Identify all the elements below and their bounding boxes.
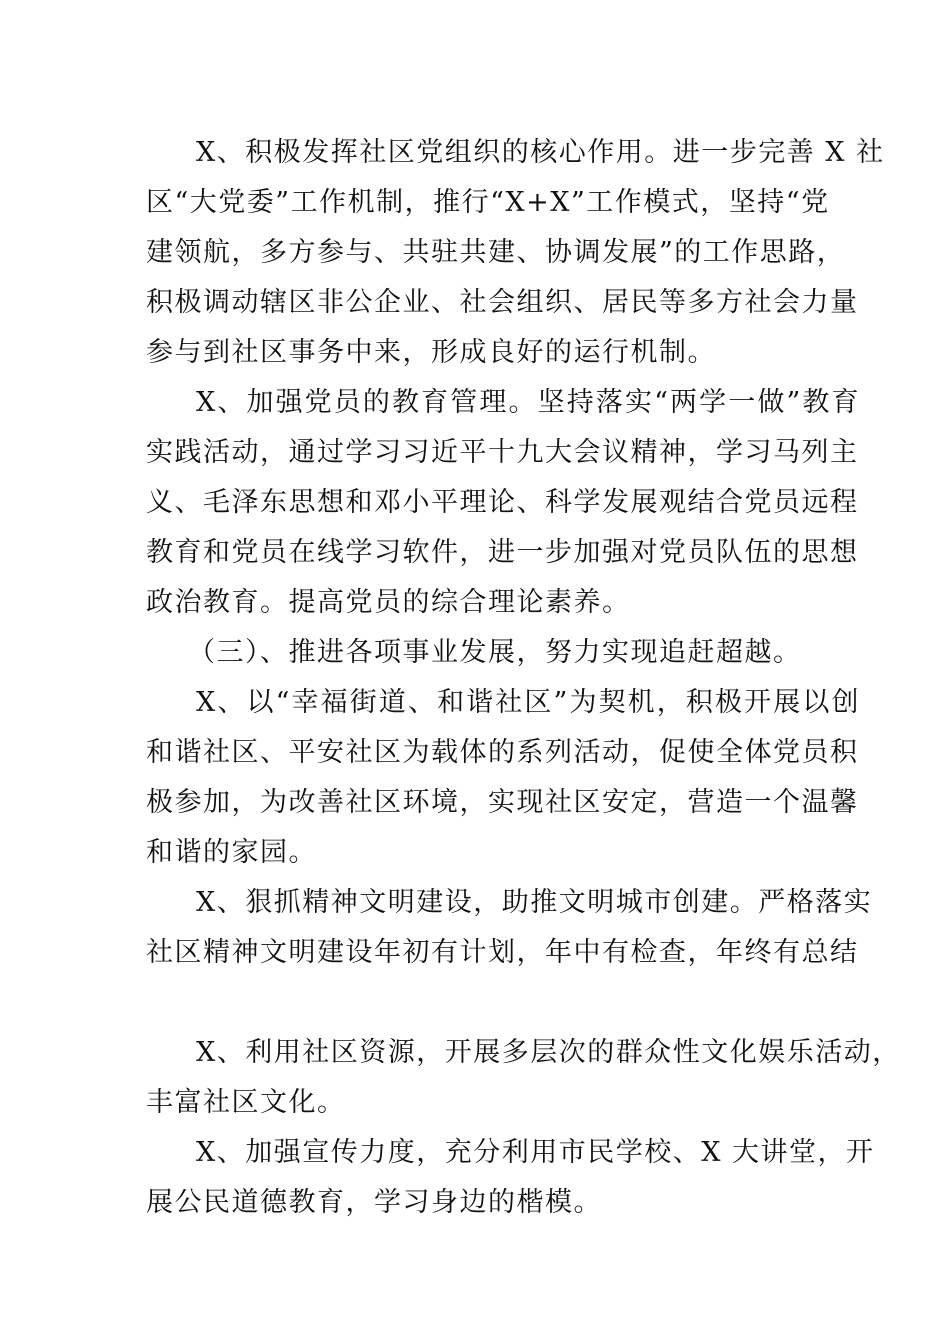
- paragraph-5-line-1: X、利用社区资源，开展多层次的群众性文化娱乐活动，: [196, 1037, 901, 1068]
- paragraph-1-line-3: 建领航，多方参与、共驻共建、协调发展”的工作思路，: [146, 237, 846, 268]
- paragraph-1-line-5: 参与到社区事务中来，形成良好的运行机制。: [146, 337, 716, 368]
- paragraph-3-line-3: 极参加，为改善社区环境，实现社区安定，营造一个温馨: [146, 787, 859, 818]
- paragraph-5-line-2: 丰富社区文化。: [146, 1087, 346, 1118]
- paragraph-2-line-4: 教育和党员在线学习软件，进一步加强对党员队伍的思想: [146, 537, 859, 568]
- paragraph-4-line-1: X、狠抓精神文明建设，助推文明城市创建。严格落实: [196, 887, 873, 918]
- paragraph-1-line-1: X、积极发挥社区党组织的核心作用。进一步完善 X 社: [196, 137, 885, 168]
- paragraph-2-line-1: X、加强党员的教育管理。坚持落实“两学一做”教育: [196, 387, 860, 418]
- paragraph-6-line-1: X、加强宣传力度，充分利用市民学校、X 大讲堂，开: [196, 1137, 875, 1168]
- paragraph-2-line-3: 义、毛泽东思想和邓小平理论、科学发展观结合党员远程: [146, 487, 859, 518]
- paragraph-6-line-2: 展公民道德教育，学习身边的楷模。: [146, 1187, 602, 1218]
- paragraph-3-line-1: X、以“幸福街道、和谐社区”为契机，积极开展以创: [196, 687, 860, 718]
- paragraph-3-line-2: 和谐社区、平安社区为载体的系列活动，促使全体党员积: [146, 737, 859, 768]
- section-heading: （三）、推进各项事业发展，努力实现追赶超越。: [188, 637, 802, 668]
- paragraph-2-line-5: 政治教育。提高党员的综合理论素养。: [146, 587, 631, 618]
- paragraph-1-line-2: 区“大党委”工作机制，推行“X+X”工作模式，坚持“党: [146, 187, 830, 218]
- paragraph-3-line-4: 和谐的家园。: [146, 837, 317, 868]
- paragraph-4-line-2: 社区精神文明建设年初有计划，年中有检查，年终有总结: [146, 937, 859, 968]
- paragraph-1-line-4: 积极调动辖区非公企业、社会组织、居民等多方社会力量: [146, 287, 859, 318]
- paragraph-2-line-2: 实践活动，通过学习习近平十九大会议精神，学习马列主: [146, 437, 859, 468]
